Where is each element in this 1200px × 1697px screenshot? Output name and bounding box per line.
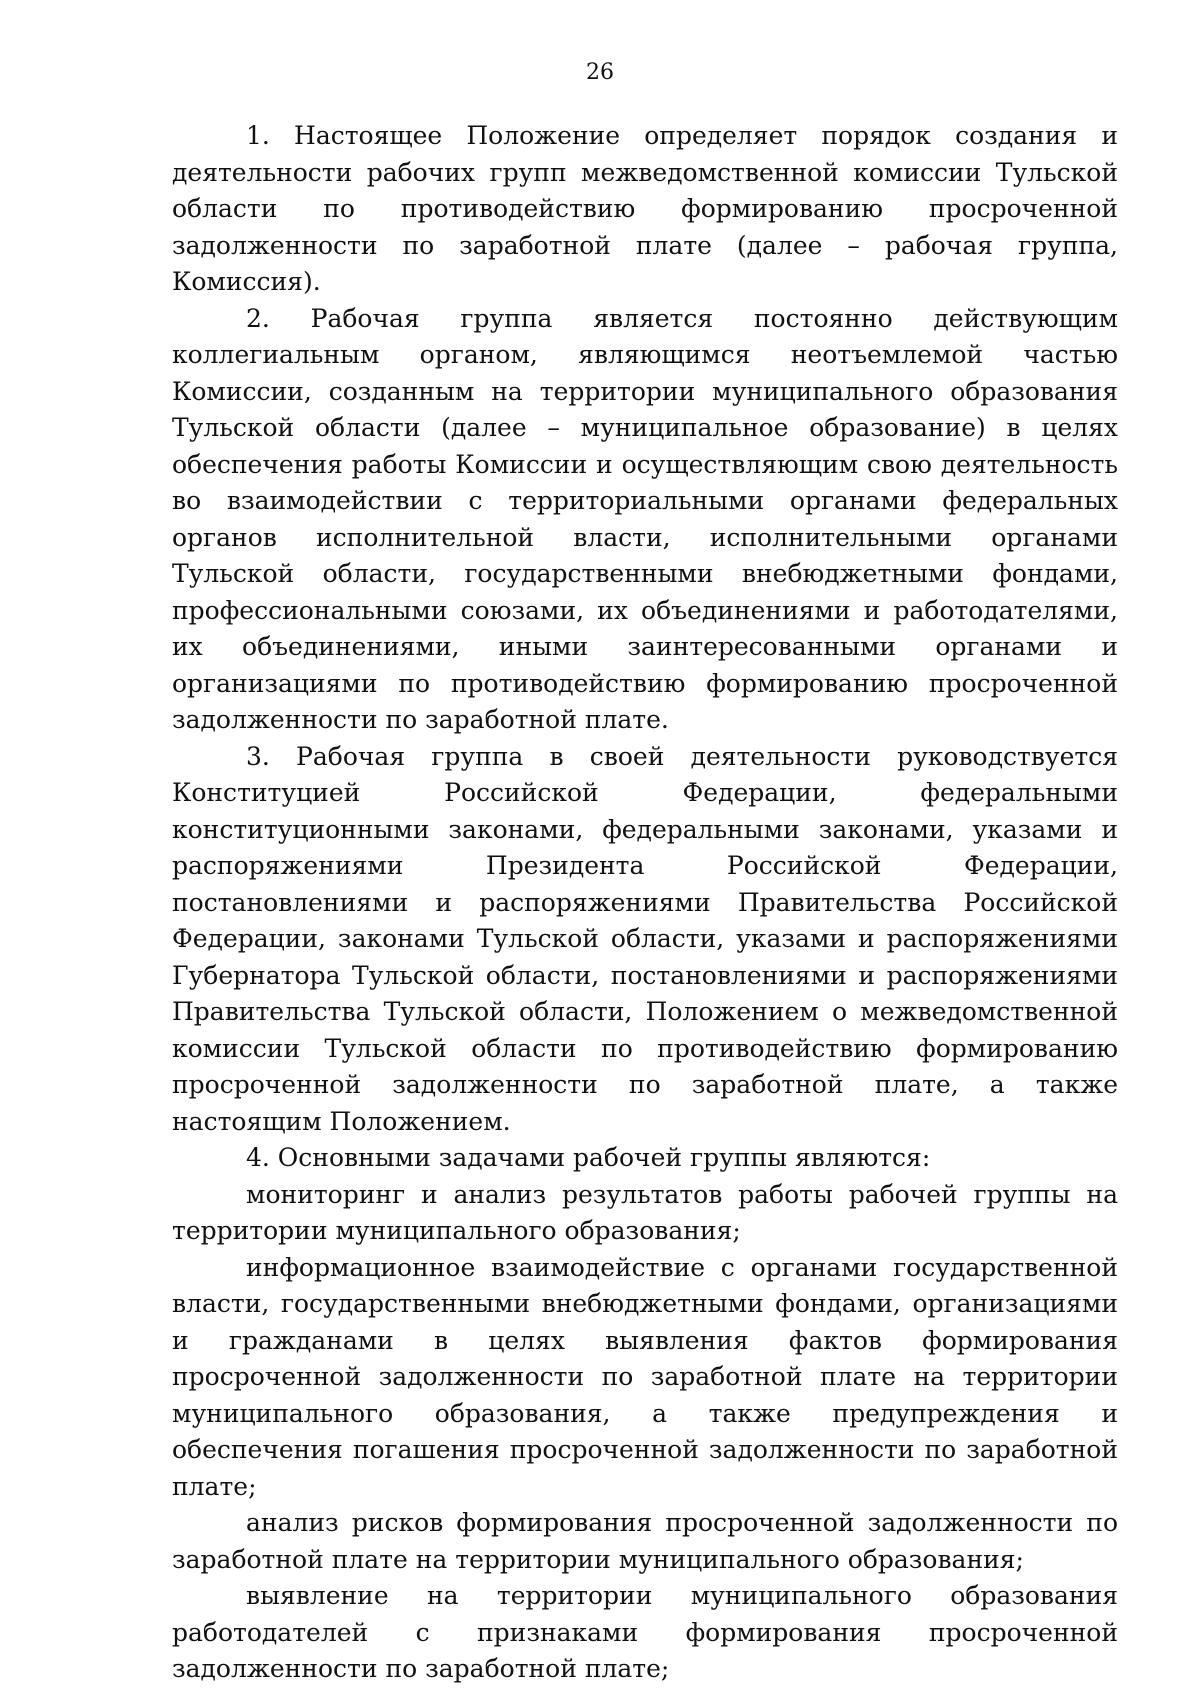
page-number: 26 xyxy=(586,60,614,85)
list-item-employer-detection: выявление на территории муниципального образования работодателей с признаками формирования просроченной задолженности по заработной плате; xyxy=(172,1581,1118,1683)
paragraph-2: 2. Рабочая группа является постоянно действующим коллегиальным органом, являющимся неотъемлемой частью Комиссии, созданным на территории муниципального образования Тульской области (далее – муниципальное образование) в целях обеспечения работы Комиссии и осуществляющим свою деятельность во взаимодействии с территориальными органами федеральных органов исполнительной власти, исполнительными органами Тульской области, государственными внебюджетными фондами, профессиональными союзами, их объединениями и работодателями, их объединениями, иными заинтересованными органами и организациями по противодействию формированию просроченной задолженности по заработной плате. xyxy=(172,303,1118,734)
document-body xyxy=(172,118,1118,1688)
paragraph-3: 3. Рабочая группа в своей деятельности руководствуется Конституцией Российской Федерации, федеральными конституционными законами, федеральными законами, указами и распоряжениями Президента Российской Федерации, постановлениями и распоряжениями Правительства Российской Федерации, законами Тульской области, указами и распоряжениями Губернатора Тульской области, постановлениями и распоряжениями Правительства Тульской области, Положением о межведомственной комиссии Тульской области по противодействию формированию просроченной задолженности по заработной плате, а также настоящим Положением. xyxy=(172,741,1118,1136)
paragraph-1: 1. Настоящее Положение определяет порядок создания и деятельности рабочих групп межведомственной комиссии Тульской области по противодействию формированию просроченной задолженности по заработной плате (далее – рабочая группа, Комиссия). xyxy=(172,121,1118,296)
list-item-risk-analysis: анализ рисков формирования просроченной задолженности по заработной плате на территории муниципального образования; xyxy=(172,1508,1118,1574)
list-item-monitoring: мониторинг и анализ результатов работы рабочей группы на территории муниципального образования; xyxy=(172,1179,1118,1245)
list-item-information-interaction: информационное взаимодействие с органами государственной власти, государственными внебюджетными фондами, организациями и гражданами в целях выявления фактов формирования просроченной задолженности по заработной плате на территории муниципального образования, а также предупреждения и обеспечения погашения просроченной задолженности по заработной плате; xyxy=(172,1252,1118,1501)
paragraph-4: 4. Основными задачами рабочей группы являются: xyxy=(246,1143,931,1172)
